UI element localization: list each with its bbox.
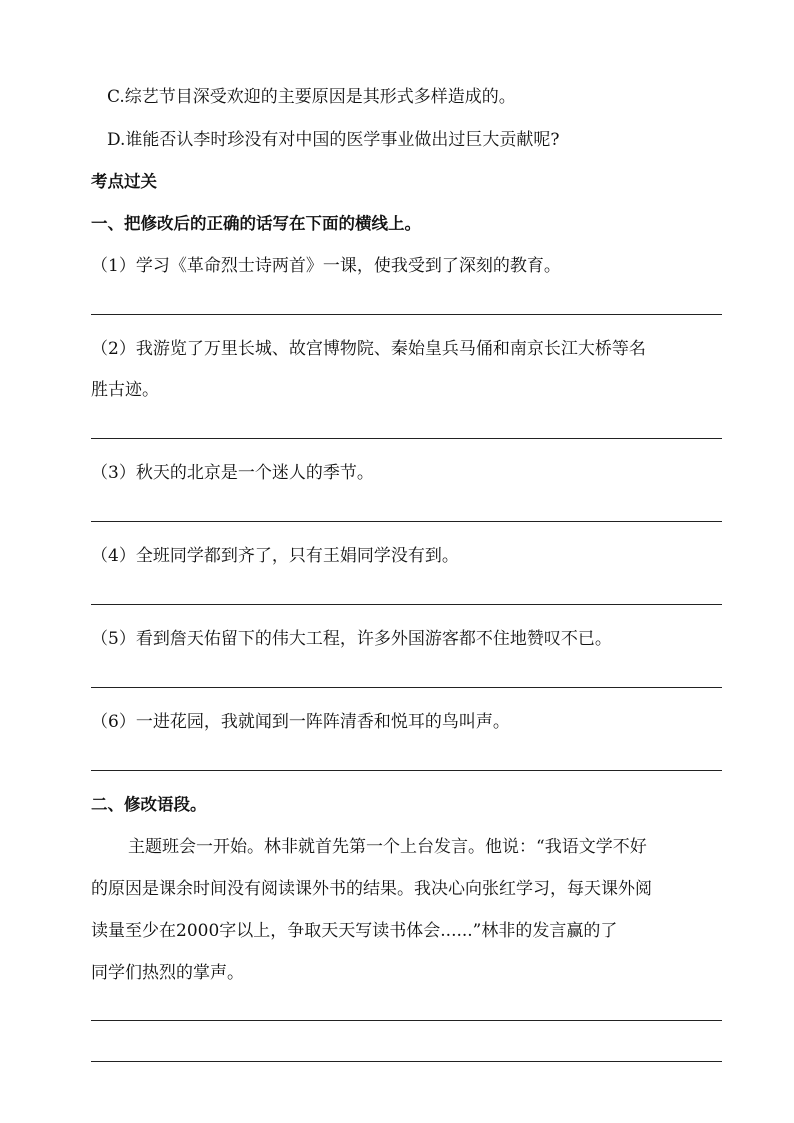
answer-line-1 (91, 314, 722, 315)
exercise-item-4: （4）全班同学都到齐了，只有王娟同学没有到。 (91, 546, 459, 566)
answer-line-4 (91, 604, 722, 605)
answer-line-7 (91, 1020, 722, 1021)
answer-line-3 (91, 521, 722, 522)
part1-heading: 一、把修改后的正确的话写在下面的横线上。 (91, 214, 421, 233)
part2-heading: 二、修改语段。 (91, 795, 207, 814)
exercise-item-1: （1）学习《革命烈士诗两首》一课，使我受到了深刻的教育。 (91, 256, 561, 276)
paragraph-line-1: 主题班会一开始。林非就首先第一个上台发言。他说：“我语文学不好 (128, 837, 647, 857)
exercise-item-3: （3）秋天的北京是一个迷人的季节。 (91, 463, 374, 483)
answer-line-2 (91, 438, 722, 439)
option-d: D.谁能否认李时珍没有对中国的医学事业做出过巨大贡献呢? (107, 130, 560, 150)
section-title: 考点过关 (91, 172, 157, 191)
exercise-item-5: （5）看到詹天佑留下的伟大工程，许多外国游客都不住地赞叹不已。 (91, 629, 612, 649)
answer-line-8 (91, 1061, 722, 1062)
exercise-item-6: （6）一进花园，我就闻到一阵阵清香和悦耳的鸟叫声。 (91, 712, 510, 732)
exercise-item-2: （2）我游览了万里长城、故宫博物院、秦始皇兵马俑和南京长江大桥等名 (91, 339, 646, 359)
exercise-item-2-continued: 胜古迹。 (91, 380, 159, 400)
option-c: C.综艺节目深受欢迎的主要原因是其形式多样造成的。 (107, 87, 516, 107)
paragraph-line-2: 的原因是课余时间没有阅读课外书的结果。我决心向张红学习，每天课外阅 (91, 879, 652, 899)
answer-line-5 (91, 687, 722, 688)
answer-line-6 (91, 770, 722, 771)
paragraph-line-3: 读量至少在2000字以上，争取天天写读书体会......”林非的发言赢的了 (91, 921, 618, 941)
paragraph-line-4: 同学们热烈的掌声。 (91, 963, 244, 983)
